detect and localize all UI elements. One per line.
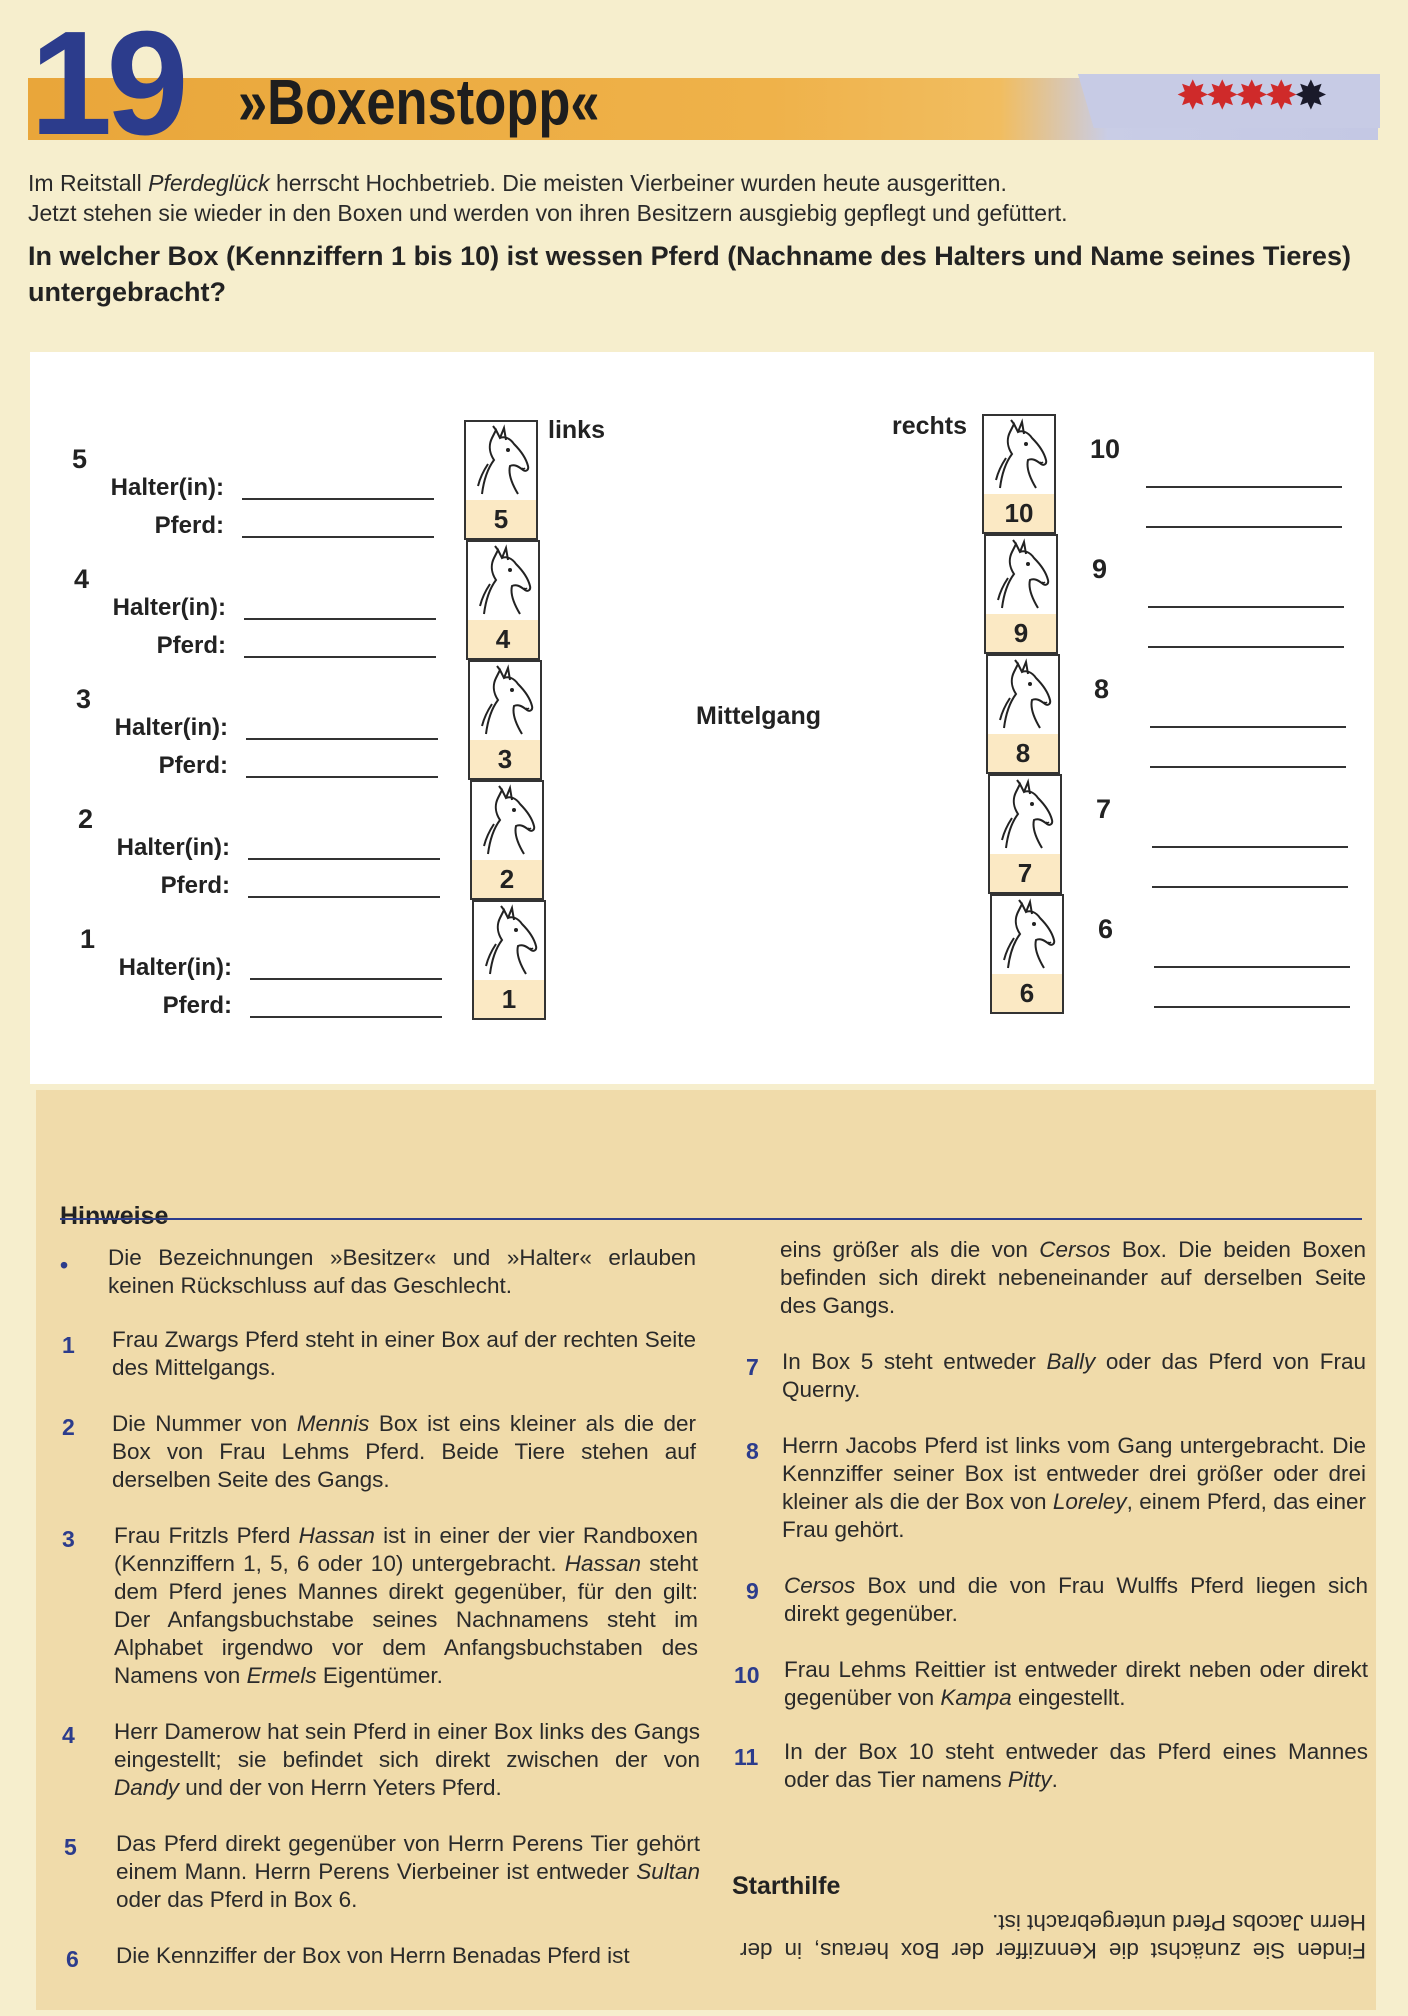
- right-side-label: rechts: [892, 412, 968, 440]
- hint-text: Herr Damerow hat sein Pferd in einer Box links des Gangs eingestellt; sie befindet sich direkt zwischen der von Dandy und der von Herrn Yeters Pferd.: [114, 1719, 700, 1800]
- horse-head-icon: [988, 538, 1056, 617]
- puzzle-number: 19: [30, 1, 183, 166]
- stable-box-number: 2: [470, 860, 544, 900]
- box-number-label: 9: [1092, 554, 1108, 584]
- owner-label: Halter(in):: [116, 834, 230, 861]
- owner-answer-line[interactable]: [1150, 726, 1346, 728]
- stable-box: [986, 654, 1060, 736]
- box-number-label: 5: [72, 444, 88, 474]
- owner-label: Halter(in):: [110, 474, 224, 501]
- hint-text: Herrn Jacobs Pferd ist links vom Gang untergebracht. Die Kennziffer seiner Box ist entweder drei größer oder drei kleiner als die der Box von Loreley, einem Pferd, das einer Frau gehört.: [782, 1433, 1366, 1542]
- box-number-label: 1: [80, 924, 96, 954]
- hint-text: In der Box 10 steht entweder das Pferd eines Mannes oder das Tier namens Pitty.: [784, 1739, 1368, 1792]
- horse-label: Pferd:: [156, 632, 226, 659]
- hint-number: 6: [66, 1946, 79, 1972]
- horse-answer-line[interactable]: [1148, 646, 1344, 648]
- owner-answer-line[interactable]: [1146, 486, 1342, 488]
- puzzle-title: »Boxenstopp«: [238, 66, 600, 138]
- hint-number: 1: [62, 1332, 75, 1358]
- stable-box: [464, 420, 538, 502]
- hint-text: Frau Fritzls Pferd Hassan ist in einer der vier Randboxen (Kennziffern 1, 5, 6 oder 10) untergebracht. Hassan steht dem Pferd jenes Mannes direkt gegenüber, für den gilt: Der Anfangsbuchstabe seines Nachnamens steht im Alphabet irgendwo vor dem Anfangsbuchstaben des Namens von Ermels Eigentümer.: [114, 1523, 699, 1688]
- horse-answer-line[interactable]: [250, 1016, 442, 1018]
- hint-text: Das Pferd direkt gegenüber von Herrn Perens Tier gehört einem Mann. Herrn Perens Vierbeiner ist entweder Sultan oder das Pferd in Box 6.: [116, 1831, 700, 1912]
- stable-box-number: 8: [986, 734, 1060, 774]
- horse-answer-line[interactable]: [1146, 526, 1342, 528]
- hint-text: In Box 5 steht entweder Bally oder das Pferd von Frau Querny.: [782, 1349, 1366, 1402]
- hint-number: 9: [746, 1578, 759, 1604]
- stable-box-number: 9: [984, 614, 1058, 654]
- horse-label: Pferd:: [158, 752, 228, 779]
- hint-number: 11: [734, 1744, 759, 1770]
- horse-head-icon: [470, 544, 538, 623]
- horse-answer-line[interactable]: [1152, 886, 1348, 888]
- horse-answer-line[interactable]: [1150, 766, 1346, 768]
- horse-head-icon: [986, 418, 1054, 497]
- owner-label: Halter(in):: [112, 594, 226, 621]
- difficulty-stars: [1176, 76, 1324, 116]
- starthilfe-title: Starthilfe: [732, 1872, 841, 1900]
- hint-text: Cersos Box und die von Frau Wulffs Pferd liegen sich direkt gegenüber.: [784, 1573, 1368, 1626]
- stable-box-number: 10: [982, 494, 1056, 534]
- horse-answer-line[interactable]: [1154, 1006, 1350, 1008]
- stable-box: [984, 534, 1058, 616]
- hint-number: 10: [734, 1662, 760, 1688]
- hint-text: Frau Lehms Reittier ist entweder direkt neben oder direkt gegenüber von Kampa eingestellt.: [784, 1657, 1368, 1710]
- horse-answer-line[interactable]: [244, 656, 436, 658]
- box-number-label: 2: [78, 804, 94, 834]
- hint-text: Die Nummer von Mennis Box ist eins kleiner als die der Box von Frau Lehms Pferd. Beide Tiere stehen auf derselben Seite des Gangs.: [112, 1411, 696, 1492]
- box-number-label: 6: [1098, 914, 1114, 944]
- box-number-label: 10: [1090, 434, 1121, 464]
- intro-text: Im Reitstall Pferdeglück herrscht Hochbetrieb. Die meisten Vierbeiner wurden heute ausgeritten. Jetzt stehen sie wieder in den Boxen und werden von ihren Besitzern ausgiebig gepflegt und gefüttert.: [28, 170, 1068, 226]
- owner-answer-line[interactable]: [250, 978, 442, 980]
- star-filled-icon: ✸: [1205, 74, 1236, 118]
- horse-answer-line[interactable]: [242, 536, 434, 538]
- hint-bullet-text: Die Bezeichnungen »Besitzer« und »Halter« erlauben keinen Rückschluss auf das Geschlecht.: [108, 1245, 696, 1298]
- stable-box: [470, 780, 544, 862]
- stable-box-number: 3: [468, 740, 542, 780]
- stable-box-number: 4: [466, 620, 540, 660]
- hints-divider: [60, 1218, 1362, 1220]
- hint-number: 4: [62, 1722, 75, 1748]
- owner-answer-line[interactable]: [1148, 606, 1344, 608]
- horse-head-icon: [472, 664, 540, 743]
- stable-box-number: 6: [990, 974, 1064, 1014]
- horse-answer-line[interactable]: [248, 896, 440, 898]
- box-number-label: 3: [76, 684, 92, 714]
- question: In welcher Box (Kennziffern 1 bis 10) ist wessen Pferd (Nachname des Halters und Name seines Tieres) untergebracht?: [28, 241, 1351, 307]
- hint-number: 2: [62, 1414, 75, 1440]
- stable-box-number: 7: [988, 854, 1062, 894]
- owner-answer-line[interactable]: [242, 498, 434, 500]
- stable-box: [472, 900, 546, 982]
- horse-head-icon: [468, 424, 536, 503]
- owner-answer-line[interactable]: [1154, 966, 1350, 968]
- star-filled-icon: ✸: [1176, 74, 1206, 118]
- horse-label: Pferd:: [160, 872, 230, 899]
- stable-box: [468, 660, 542, 742]
- hint-number: 5: [64, 1834, 77, 1860]
- hint-text: Frau Zwargs Pferd steht in einer Box auf der rechten Seite des Mittelgangs.: [112, 1327, 696, 1380]
- horse-head-icon: [474, 784, 542, 863]
- horse-label: Pferd:: [162, 992, 232, 1019]
- star-filled-icon: ✸: [1235, 74, 1265, 118]
- hint-text: Die Kennziffer der Box von Herrn Benadas Pferd ist: [116, 1943, 630, 1968]
- owner-label: Halter(in):: [118, 954, 232, 981]
- left-side-label: links: [548, 416, 605, 444]
- horse-label: Pferd:: [154, 512, 224, 539]
- owner-answer-line[interactable]: [246, 738, 438, 740]
- stable-box: [466, 540, 540, 622]
- stable-box: [988, 774, 1062, 856]
- star-filled-icon: ✸: [1264, 74, 1295, 118]
- hint-number: 3: [62, 1526, 75, 1552]
- hints-title: Hinweise: [60, 1202, 169, 1230]
- hint-text-continued: eins größer als die von Cersos Box. Die beiden Boxen befinden sich direkt nebeneinander auf derselben Seite des Gangs.: [780, 1237, 1366, 1318]
- star-empty-icon: ✸: [1294, 74, 1324, 118]
- horse-head-icon: [994, 898, 1062, 977]
- owner-answer-line[interactable]: [1152, 846, 1348, 848]
- owner-answer-line[interactable]: [244, 618, 436, 620]
- hint-number: 8: [746, 1438, 759, 1464]
- box-number-label: 8: [1094, 674, 1110, 704]
- starthilfe-text-upside-down: Finden Sie zunächst die Kennziffer der Box heraus, in der Herrn Jacobs Pferd untergebracht ist.: [740, 1910, 1366, 1963]
- stable-box: [982, 414, 1056, 496]
- horse-head-icon: [992, 778, 1060, 857]
- stable-box: [990, 894, 1064, 976]
- horse-answer-line[interactable]: [246, 776, 438, 778]
- owner-label: Halter(in):: [114, 714, 228, 741]
- owner-answer-line[interactable]: [248, 858, 440, 860]
- box-number-label: 7: [1096, 794, 1112, 824]
- horse-head-icon: [476, 904, 544, 983]
- stable-box-number: 1: [472, 980, 546, 1020]
- box-number-label: 4: [74, 564, 90, 594]
- horse-head-icon: [990, 658, 1058, 737]
- aisle-label: Mittelgang: [696, 702, 821, 730]
- stable-box-number: 5: [464, 500, 538, 540]
- hint-bullet: •: [60, 1252, 69, 1278]
- hint-number: 7: [746, 1354, 759, 1380]
